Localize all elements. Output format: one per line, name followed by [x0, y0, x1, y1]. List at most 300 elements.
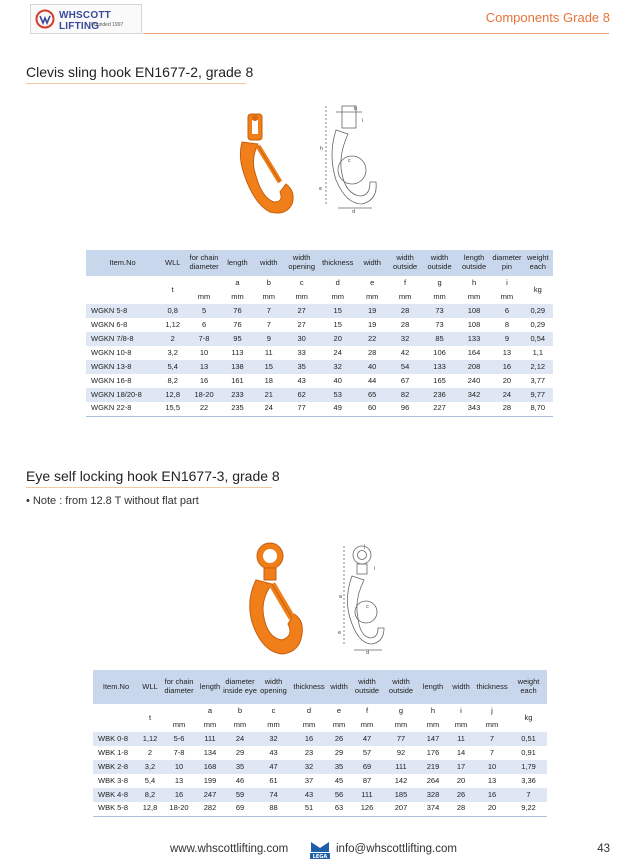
clevis-symbol: t: [159, 276, 186, 304]
table-cell: 7: [474, 746, 510, 760]
website-link[interactable]: www.whscottlifting.com: [170, 843, 289, 855]
table-cell: 16: [186, 374, 222, 388]
svg-text:h: h: [320, 146, 324, 152]
table-cell: 219: [418, 760, 448, 774]
clevis-unit: mm: [388, 290, 422, 304]
table-cell: 77: [384, 732, 418, 746]
table-cell: WGKN 7/8-8: [86, 332, 159, 346]
table-cell: 0,51: [510, 732, 547, 746]
svg-text:d: d: [352, 209, 356, 214]
clevis-col-header: thickness: [319, 250, 357, 276]
eye-col-header: diameter inside eye: [223, 670, 257, 704]
table-cell: 5,4: [139, 774, 161, 788]
table-cell: 5: [186, 304, 222, 318]
clevis-symbol: g: [422, 276, 456, 290]
table-cell: 5,4: [159, 360, 186, 374]
table-cell: 126: [350, 802, 384, 816]
clevis-symbol: kg: [523, 276, 553, 304]
svg-text:i: i: [374, 566, 376, 572]
table-cell: 10: [186, 346, 222, 360]
table-cell: 51: [290, 802, 328, 816]
table-cell: 343: [457, 402, 491, 416]
table-cell: 208: [457, 360, 491, 374]
clevis-col-header: width: [357, 250, 388, 276]
table-row: [93, 788, 547, 802]
table-cell: 10: [161, 760, 197, 774]
eye-hook-note: • Note : from 12.8 T without flat part: [26, 495, 199, 507]
table-row: [93, 732, 547, 746]
table-cell: 16: [491, 360, 522, 374]
clevis-symbol: [86, 276, 159, 290]
table-cell: 19: [357, 304, 388, 318]
table-cell: 56: [328, 788, 350, 802]
clevis-table-body: [86, 304, 553, 416]
table-cell: 15: [319, 304, 357, 318]
table-cell: 43: [284, 374, 318, 388]
table-cell: 19: [357, 318, 388, 332]
eye-unit: mm: [290, 718, 328, 732]
clevis-unit-row: [86, 290, 553, 304]
table-cell: 95: [222, 332, 253, 346]
table-cell: 13: [491, 346, 522, 360]
table-cell: 3,2: [139, 760, 161, 774]
table-cell: 227: [422, 402, 456, 416]
table-cell: 12,8: [159, 388, 186, 402]
table-cell: 108: [457, 304, 491, 318]
table-cell: 15: [319, 318, 357, 332]
eye-col-header: thickness: [474, 670, 510, 704]
clevis-symbol: i: [491, 276, 522, 290]
table-cell: 18-20: [161, 802, 197, 816]
table-cell: 54: [388, 360, 422, 374]
lega-badge-icon: [309, 840, 331, 860]
svg-text:c: c: [366, 604, 369, 610]
table-cell: 3,77: [523, 374, 553, 388]
clevis-unit: mm: [422, 290, 456, 304]
table-cell: 111: [384, 760, 418, 774]
eye-unit-row: [93, 718, 547, 732]
table-cell: 60: [357, 402, 388, 416]
svg-text:e: e: [319, 186, 323, 192]
eye-symbol: f: [350, 704, 384, 718]
table-cell: 13: [474, 774, 510, 788]
company-logo: [30, 4, 142, 34]
clevis-col-header: width outside: [388, 250, 422, 276]
clevis-symbol: [186, 276, 222, 290]
table-cell: WBK 3-8: [93, 774, 139, 788]
table-cell: 0,8: [159, 304, 186, 318]
table-cell: 2: [159, 332, 186, 346]
table-cell: 142: [384, 774, 418, 788]
logo-emblem-icon: [35, 9, 55, 29]
table-cell: 282: [197, 802, 223, 816]
clevis-col-header: for chain diameter: [186, 250, 222, 276]
table-cell: 16: [290, 732, 328, 746]
table-row: [86, 360, 553, 374]
clevis-symbol: f: [388, 276, 422, 290]
table-cell: 18-20: [186, 388, 222, 402]
table-cell: 28: [491, 402, 522, 416]
table-cell: 374: [418, 802, 448, 816]
table-cell: 161: [222, 374, 253, 388]
table-cell: 240: [457, 374, 491, 388]
clevis-unit: mm: [491, 290, 522, 304]
header-rule: [143, 33, 609, 34]
table-cell: 235: [222, 402, 253, 416]
clevis-unit: mm: [319, 290, 357, 304]
logo-name: WHSCOTT LIFTING: [59, 10, 111, 32]
table-cell: 5-6: [161, 732, 197, 746]
table-cell: WGKN 5-8: [86, 304, 159, 318]
eye-symbol: kg: [510, 704, 547, 732]
eye-symbol-row: [93, 704, 547, 718]
table-cell: 82: [388, 388, 422, 402]
table-cell: 20: [474, 802, 510, 816]
table-cell: 43: [257, 746, 290, 760]
table-cell: 77: [284, 402, 318, 416]
table-cell: 233: [222, 388, 253, 402]
clevis-title-rule: [26, 83, 246, 84]
table-cell: 32: [319, 360, 357, 374]
svg-text:i: i: [362, 118, 364, 124]
clevis-col-header: length outside: [457, 250, 491, 276]
clevis-symbol: b: [253, 276, 284, 290]
table-cell: WGKN 6-8: [86, 318, 159, 332]
table-cell: 46: [223, 774, 257, 788]
page-footer: [0, 843, 638, 861]
eye-table-body: [93, 732, 547, 816]
table-cell: 9: [253, 332, 284, 346]
table-cell: 40: [319, 374, 357, 388]
table-cell: 45: [328, 774, 350, 788]
table-cell: 29: [223, 746, 257, 760]
table-cell: 28: [357, 346, 388, 360]
table-cell: 176: [418, 746, 448, 760]
table-cell: 20: [491, 374, 522, 388]
eye-unit: mm: [474, 718, 510, 732]
table-cell: 69: [350, 760, 384, 774]
table-row: [86, 332, 553, 346]
clevis-spec-table: [86, 250, 553, 417]
table-cell: 165: [422, 374, 456, 388]
table-cell: 28: [448, 802, 474, 816]
table-cell: 0,29: [523, 304, 553, 318]
table-cell: 15: [253, 360, 284, 374]
svg-text:j: j: [364, 544, 366, 550]
table-cell: 67: [388, 374, 422, 388]
eye-col-header: width outside: [350, 670, 384, 704]
table-cell: 87: [350, 774, 384, 788]
clevis-col-header: width opening: [284, 250, 318, 276]
table-cell: 2,12: [523, 360, 553, 374]
eye-header-row: [93, 670, 547, 704]
table-cell: WBK 1-8: [93, 746, 139, 760]
eye-symbol: d: [290, 704, 328, 718]
eye-col-header: length: [418, 670, 448, 704]
table-cell: WGKN 13-8: [86, 360, 159, 374]
table-cell: 3,36: [510, 774, 547, 788]
eye-col-header: width: [328, 670, 350, 704]
table-cell: 13: [161, 774, 197, 788]
table-cell: 7-8: [161, 746, 197, 760]
table-cell: 69: [223, 802, 257, 816]
table-cell: 32: [290, 760, 328, 774]
table-cell: 7: [253, 304, 284, 318]
eye-unit: mm: [223, 718, 257, 732]
table-cell: 96: [388, 402, 422, 416]
table-cell: 328: [418, 788, 448, 802]
eye-hook-photo: [238, 540, 308, 658]
table-cell: 76: [222, 304, 253, 318]
table-cell: 53: [319, 388, 357, 402]
clevis-unit: mm: [457, 290, 491, 304]
eye-col-header: width outside: [384, 670, 418, 704]
svg-text:e: e: [338, 630, 342, 636]
eye-col-header: WLL: [139, 670, 161, 704]
svg-text:a: a: [339, 594, 343, 600]
lega-badge-label: LEGA: [312, 854, 328, 860]
eye-unit: mm: [328, 718, 350, 732]
svg-text:c: c: [348, 158, 351, 164]
table-cell: 11: [448, 732, 474, 746]
table-row: [86, 346, 553, 360]
table-cell: 73: [422, 318, 456, 332]
table-cell: 24: [253, 402, 284, 416]
svg-text:b: b: [354, 106, 358, 112]
clevis-symbol: e: [357, 276, 388, 290]
table-cell: 20: [319, 332, 357, 346]
table-cell: 7: [510, 788, 547, 802]
table-cell: 6: [491, 304, 522, 318]
table-cell: 7: [253, 318, 284, 332]
eye-col-header: width opening: [257, 670, 290, 704]
clevis-unit: mm: [357, 290, 388, 304]
table-cell: 1,12: [139, 732, 161, 746]
table-cell: 8,2: [159, 374, 186, 388]
eye-col-header: weight each: [510, 670, 547, 704]
table-cell: 247: [197, 788, 223, 802]
table-cell: 74: [257, 788, 290, 802]
table-cell: 65: [357, 388, 388, 402]
table-cell: 43: [290, 788, 328, 802]
table-cell: 92: [384, 746, 418, 760]
table-cell: 15,5: [159, 402, 186, 416]
table-cell: 26: [448, 788, 474, 802]
table-cell: 21: [253, 388, 284, 402]
table-cell: 147: [418, 732, 448, 746]
clevis-unit: mm: [284, 290, 318, 304]
table-cell: 0,29: [523, 318, 553, 332]
table-cell: 7-8: [186, 332, 222, 346]
table-cell: 28: [388, 318, 422, 332]
table-cell: 9: [491, 332, 522, 346]
eye-unit: mm: [350, 718, 384, 732]
clevis-hook-photo: [228, 112, 300, 217]
table-cell: 24: [491, 388, 522, 402]
table-cell: 342: [457, 388, 491, 402]
clevis-unit: mm: [222, 290, 253, 304]
table-cell: 20: [448, 774, 474, 788]
eye-symbol: h: [418, 704, 448, 718]
table-cell: 108: [457, 318, 491, 332]
table-cell: 264: [418, 774, 448, 788]
clevis-col-header: length: [222, 250, 253, 276]
table-cell: 76: [222, 318, 253, 332]
table-cell: 7: [474, 732, 510, 746]
table-cell: 61: [257, 774, 290, 788]
table-cell: 168: [197, 760, 223, 774]
table-row: [86, 318, 553, 332]
table-cell: 22: [186, 402, 222, 416]
eye-symbol: [161, 704, 197, 718]
svg-text:d: d: [366, 650, 370, 654]
table-cell: 17: [448, 760, 474, 774]
eye-col-header: for chain diameter: [161, 670, 197, 704]
clevis-col-header: width outside: [422, 250, 456, 276]
eye-unit: mm: [384, 718, 418, 732]
table-cell: 24: [223, 732, 257, 746]
eye-unit: mm: [418, 718, 448, 732]
section-title: Components Grade 8: [485, 10, 610, 25]
clevis-symbol-row: [86, 276, 553, 290]
eye-symbol: i: [448, 704, 474, 718]
eye-symbol: j: [474, 704, 510, 718]
table-cell: 32: [257, 732, 290, 746]
eye-symbol: g: [384, 704, 418, 718]
table-cell: 73: [422, 304, 456, 318]
table-cell: 11: [253, 346, 284, 360]
eye-unit: mm: [257, 718, 290, 732]
eye-symbol: a: [197, 704, 223, 718]
table-cell: 28: [388, 304, 422, 318]
table-cell: 1,12: [159, 318, 186, 332]
table-cell: 35: [328, 760, 350, 774]
table-cell: 16: [474, 788, 510, 802]
table-cell: 10: [474, 760, 510, 774]
clevis-symbol: c: [284, 276, 318, 290]
table-row: [86, 402, 553, 416]
clevis-unit: [86, 290, 159, 304]
table-cell: 27: [284, 304, 318, 318]
table-cell: 33: [284, 346, 318, 360]
page-number: 43: [597, 843, 610, 855]
table-cell: 236: [422, 388, 456, 402]
clevis-col-header: width: [253, 250, 284, 276]
email-link[interactable]: info@whscottlifting.com: [336, 843, 457, 855]
table-cell: WBK 2-8: [93, 760, 139, 774]
table-cell: 9,77: [523, 388, 553, 402]
table-cell: 199: [197, 774, 223, 788]
eye-col-header: length: [197, 670, 223, 704]
eye-title-rule: [26, 487, 272, 488]
eye-symbol: t: [139, 704, 161, 732]
table-row: [86, 374, 553, 388]
clevis-hook-drawing: [306, 100, 384, 214]
table-cell: 0,54: [523, 332, 553, 346]
eye-symbol: b: [223, 704, 257, 718]
eye-col-header: Item.No: [93, 670, 139, 704]
table-cell: 32: [388, 332, 422, 346]
table-cell: 24: [319, 346, 357, 360]
clevis-symbol: h: [457, 276, 491, 290]
table-row: [86, 388, 553, 402]
table-cell: 111: [350, 788, 384, 802]
table-cell: 111: [197, 732, 223, 746]
table-cell: 1,1: [523, 346, 553, 360]
table-cell: 0,91: [510, 746, 547, 760]
eye-col-header: width: [448, 670, 474, 704]
table-row: [93, 760, 547, 774]
table-cell: 47: [257, 760, 290, 774]
eye-col-header: thickness: [290, 670, 328, 704]
clevis-header-row: [86, 250, 553, 276]
table-cell: WBK 0-8: [93, 732, 139, 746]
eye-unit: mm: [161, 718, 197, 732]
table-cell: 63: [328, 802, 350, 816]
clevis-title: Clevis sling hook EN1677-2, grade 8: [26, 64, 254, 80]
table-cell: 59: [223, 788, 257, 802]
table-cell: 49: [319, 402, 357, 416]
table-cell: 9,22: [510, 802, 547, 816]
table-cell: 164: [457, 346, 491, 360]
eye-hook-title: Eye self locking hook EN1677-3, grade 8: [26, 468, 280, 484]
table-cell: 138: [222, 360, 253, 374]
table-cell: 26: [328, 732, 350, 746]
table-cell: 35: [223, 760, 257, 774]
table-cell: 30: [284, 332, 318, 346]
table-row: [93, 774, 547, 788]
table-cell: 29: [328, 746, 350, 760]
table-cell: 62: [284, 388, 318, 402]
table-cell: WBK 4-8: [93, 788, 139, 802]
table-cell: 22: [357, 332, 388, 346]
logo-tagline: Founded 1997: [91, 22, 124, 28]
table-cell: 18: [253, 374, 284, 388]
table-cell: WGKN 18/20-8: [86, 388, 159, 402]
eye-unit: mm: [448, 718, 474, 732]
clevis-unit: mm: [186, 290, 222, 304]
table-cell: 185: [384, 788, 418, 802]
eye-hook-spec-table: [93, 670, 547, 817]
clevis-symbol: a: [222, 276, 253, 290]
clevis-unit: mm: [253, 290, 284, 304]
table-cell: 113: [222, 346, 253, 360]
table-row: [93, 746, 547, 760]
clevis-col-header: Item.No: [86, 250, 159, 276]
table-cell: 27: [284, 318, 318, 332]
clevis-symbol: d: [319, 276, 357, 290]
table-cell: 134: [197, 746, 223, 760]
table-cell: 12,8: [139, 802, 161, 816]
clevis-col-header: WLL: [159, 250, 186, 276]
table-cell: 16: [161, 788, 197, 802]
table-cell: 8,2: [139, 788, 161, 802]
table-cell: 2: [139, 746, 161, 760]
table-cell: 8: [491, 318, 522, 332]
eye-symbol: [93, 704, 139, 718]
eye-unit: mm: [197, 718, 223, 732]
table-cell: 133: [457, 332, 491, 346]
table-cell: WGKN 22-8: [86, 402, 159, 416]
table-cell: 42: [388, 346, 422, 360]
eye-unit: [93, 718, 139, 732]
table-row: [93, 802, 547, 816]
table-cell: 1,79: [510, 760, 547, 774]
table-cell: 207: [384, 802, 418, 816]
clevis-col-header: weight each: [523, 250, 553, 276]
table-cell: 37: [290, 774, 328, 788]
table-cell: WGKN 10-8: [86, 346, 159, 360]
